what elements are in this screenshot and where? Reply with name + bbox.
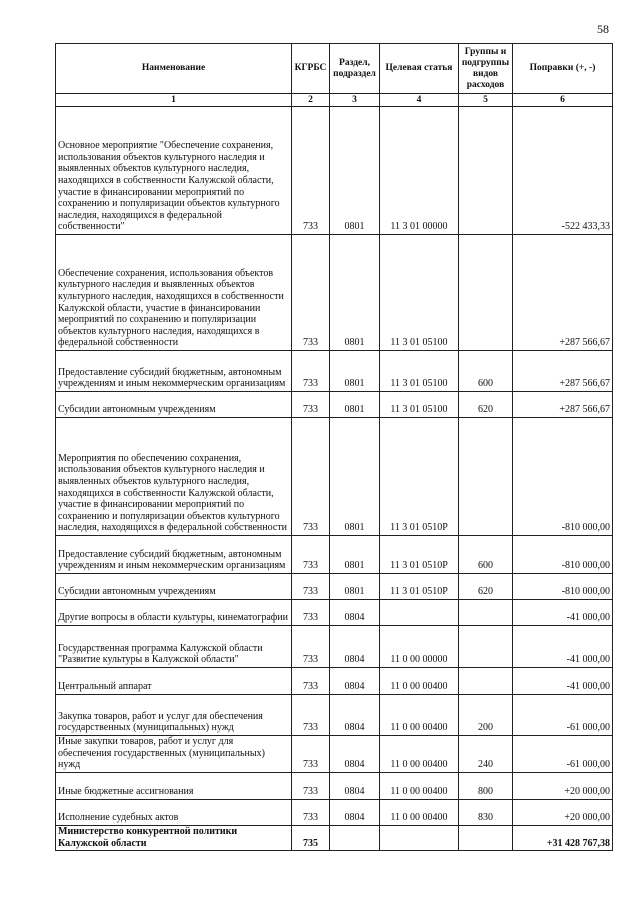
row-target: 11 0 00 00400 xyxy=(380,695,459,736)
row-section: 0801 xyxy=(330,392,380,418)
column-number-row xyxy=(56,94,613,107)
row-group: 240 xyxy=(459,736,513,773)
table-row xyxy=(56,736,613,773)
row-name: Предоставление субсидий бюджетным, автономным учреждениям и иным некоммерческим организациям xyxy=(56,351,292,392)
row-kgrbs: 733 xyxy=(292,668,330,695)
row-amount: +20 000,00 xyxy=(513,800,613,826)
row-group xyxy=(459,107,513,235)
table-row xyxy=(56,773,613,800)
row-section: 0801 xyxy=(330,536,380,574)
row-group: 620 xyxy=(459,392,513,418)
row-target: 11 3 01 00000 xyxy=(380,107,459,235)
row-target: 11 0 00 00400 xyxy=(380,800,459,826)
column-number: 1 xyxy=(56,94,292,107)
row-section: 0804 xyxy=(330,668,380,695)
row-name: Предоставление субсидий бюджетным, автономным учреждениям и иным некоммерческим организациям xyxy=(56,536,292,574)
row-amount: -810 000,00 xyxy=(513,536,613,574)
row-kgrbs: 733 xyxy=(292,536,330,574)
row-group: 830 xyxy=(459,800,513,826)
page-number: 58 xyxy=(597,22,609,36)
row-section: 0801 xyxy=(330,351,380,392)
row-group: 600 xyxy=(459,536,513,574)
header-section: Раздел, подраздел xyxy=(330,44,380,94)
row-name: Другие вопросы в области культуры, кинематографии xyxy=(56,600,292,626)
row-kgrbs: 733 xyxy=(292,392,330,418)
table-row xyxy=(56,107,613,235)
row-name: Исполнение судебных актов xyxy=(56,800,292,826)
row-name: Обеспечение сохранения, использования объектов культурного наследия и выявленных объектов культурного наследия, находящихся в собственности Калужской области, участие в финансировании мероприятий по сохранению и популяризации объектов культурного наследия, находящихся в федеральной собственности xyxy=(56,235,292,351)
table-row xyxy=(56,600,613,626)
row-section: 0804 xyxy=(330,626,380,668)
row-target: 11 0 00 00400 xyxy=(380,668,459,695)
row-group: 620 xyxy=(459,574,513,600)
row-target xyxy=(380,826,459,851)
row-group: 600 xyxy=(459,351,513,392)
row-group xyxy=(459,626,513,668)
column-number: 6 xyxy=(513,94,613,107)
table-row xyxy=(56,392,613,418)
row-amount: +20 000,00 xyxy=(513,773,613,800)
row-target: 11 0 00 00400 xyxy=(380,736,459,773)
table-row xyxy=(56,695,613,736)
row-amount: +287 566,67 xyxy=(513,351,613,392)
header-amount: Поправки (+, -) xyxy=(513,44,613,94)
row-section: 0804 xyxy=(330,800,380,826)
row-section: 0804 xyxy=(330,600,380,626)
row-target: 11 3 01 0510Р xyxy=(380,536,459,574)
row-name: Государственная программа Калужской области "Развитие культуры в Калужской области" xyxy=(56,626,292,668)
row-target: 11 3 01 05100 xyxy=(380,392,459,418)
row-target: 11 0 00 00000 xyxy=(380,626,459,668)
row-section: 0801 xyxy=(330,574,380,600)
column-number: 4 xyxy=(380,94,459,107)
row-kgrbs: 733 xyxy=(292,736,330,773)
row-section: 0801 xyxy=(330,418,380,536)
column-number: 3 xyxy=(330,94,380,107)
row-amount: +287 566,67 xyxy=(513,235,613,351)
row-name: Министерство конкурентной политики Калужской области xyxy=(56,826,292,851)
row-name: Субсидии автономным учреждениям xyxy=(56,392,292,418)
header-name: Наименование xyxy=(56,44,292,94)
column-number: 5 xyxy=(459,94,513,107)
table-row xyxy=(56,235,613,351)
table-row xyxy=(56,351,613,392)
row-kgrbs: 733 xyxy=(292,235,330,351)
row-amount: -41 000,00 xyxy=(513,626,613,668)
table-row-total xyxy=(56,826,613,851)
row-amount: -41 000,00 xyxy=(513,668,613,695)
row-section: 0801 xyxy=(330,107,380,235)
row-target: 11 3 01 0510Р xyxy=(380,418,459,536)
header-kgrbs: КГРБС xyxy=(292,44,330,94)
column-number: 2 xyxy=(292,94,330,107)
row-kgrbs: 733 xyxy=(292,574,330,600)
row-section xyxy=(330,826,380,851)
row-group xyxy=(459,418,513,536)
row-target: 11 3 01 0510Р xyxy=(380,574,459,600)
budget-table xyxy=(55,43,613,851)
table-row xyxy=(56,418,613,536)
row-name: Основное мероприятие "Обеспечение сохранения, использования объектов культурного наследия и выявленных объектов культурного наследия, находящихся в собственности Калужской области, участие в финансировании мероприятий по сохранению и популяризации объектов культурного наследия, находящихся в федеральной собственности" xyxy=(56,107,292,235)
header-row xyxy=(56,44,613,94)
row-amount: -41 000,00 xyxy=(513,600,613,626)
row-name: Иные бюджетные ассигнования xyxy=(56,773,292,800)
row-kgrbs: 733 xyxy=(292,626,330,668)
row-section: 0804 xyxy=(330,736,380,773)
row-name: Субсидии автономным учреждениям xyxy=(56,574,292,600)
row-section: 0804 xyxy=(330,773,380,800)
table-row xyxy=(56,626,613,668)
row-amount: +31 428 767,38 xyxy=(513,826,613,851)
row-kgrbs: 733 xyxy=(292,800,330,826)
row-name: Закупка товаров, работ и услуг для обеспечения государственных (муниципальных) нужд xyxy=(56,695,292,736)
row-target: 11 3 01 05100 xyxy=(380,351,459,392)
row-kgrbs: 733 xyxy=(292,418,330,536)
row-kgrbs: 733 xyxy=(292,773,330,800)
row-group: 200 xyxy=(459,695,513,736)
row-section: 0804 xyxy=(330,695,380,736)
header-groups: Группы и подгруппы видов расходов xyxy=(459,44,513,94)
row-kgrbs: 733 xyxy=(292,351,330,392)
row-name: Центральный аппарат xyxy=(56,668,292,695)
row-group xyxy=(459,668,513,695)
row-amount: -810 000,00 xyxy=(513,574,613,600)
row-amount: -61 000,00 xyxy=(513,695,613,736)
row-group xyxy=(459,826,513,851)
row-kgrbs: 735 xyxy=(292,826,330,851)
row-kgrbs: 733 xyxy=(292,695,330,736)
table-row xyxy=(56,800,613,826)
row-kgrbs: 733 xyxy=(292,600,330,626)
table-row xyxy=(56,536,613,574)
row-group: 800 xyxy=(459,773,513,800)
table-row xyxy=(56,668,613,695)
row-group xyxy=(459,235,513,351)
row-amount: -810 000,00 xyxy=(513,418,613,536)
row-target: 11 0 00 00400 xyxy=(380,773,459,800)
header-target: Целевая статья xyxy=(380,44,459,94)
row-section: 0801 xyxy=(330,235,380,351)
row-amount: -522 433,33 xyxy=(513,107,613,235)
row-name: Мероприятия по обеспечению сохранения, использования объектов культурного наследия и выявленных объектов культурного наследия, находящихся в собственности Калужской области, участие в финансировании мероприятий по сохранению и популяризации объектов культурного наследия, находящихся в федеральной собственности xyxy=(56,418,292,536)
row-target xyxy=(380,600,459,626)
row-target: 11 3 01 05100 xyxy=(380,235,459,351)
row-kgrbs: 733 xyxy=(292,107,330,235)
row-group xyxy=(459,600,513,626)
table-row xyxy=(56,574,613,600)
row-amount: +287 566,67 xyxy=(513,392,613,418)
row-name: Иные закупки товаров, работ и услуг для обеспечения государственных (муниципальных) нужд xyxy=(56,736,292,773)
row-amount: -61 000,00 xyxy=(513,736,613,773)
